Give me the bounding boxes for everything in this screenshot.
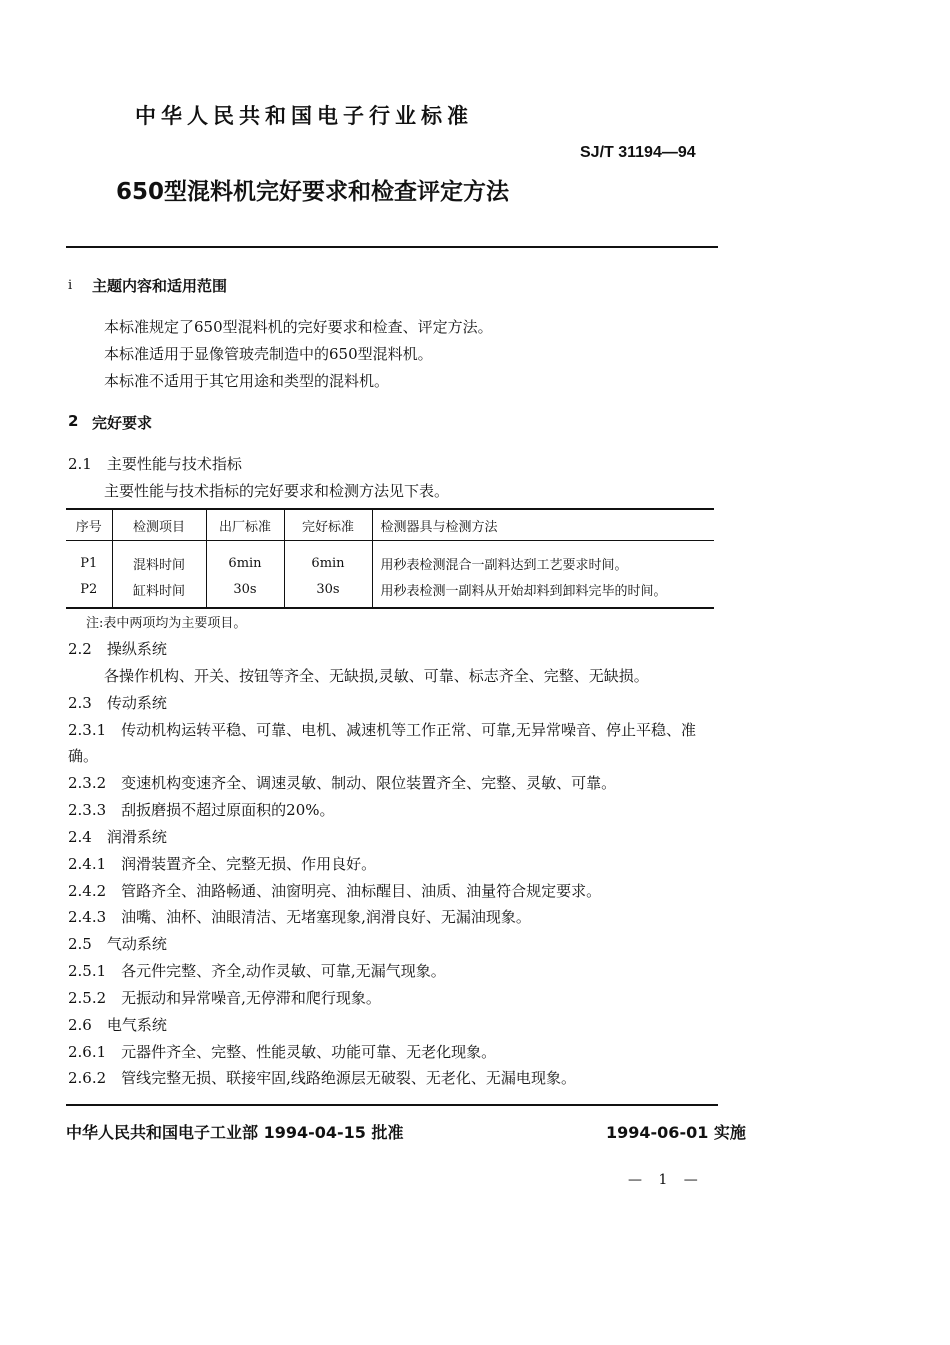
body-line: 2.6.2 管线完整无损、联接牢固,线路绝源层无破裂、无老化、无漏电现象。	[68, 1069, 576, 1087]
subsection-heading: 2.4 润滑系统	[68, 828, 167, 846]
table-note: 注:表中两项均为主要项目。	[86, 616, 247, 631]
body-line: 2.5.1 各元件完整、齐全,动作灵敏、可靠,无漏气现象。	[68, 962, 446, 980]
header-rule	[66, 246, 718, 248]
subsection-heading: 2.3 传动系统	[68, 694, 167, 712]
document-title: 650型混料机完好要求和检查评定方法	[116, 179, 510, 205]
section1-paragraph: 本标准规定了650型混料机的完好要求和检查、评定方法。	[104, 318, 493, 336]
table-cell: P2	[66, 576, 112, 608]
footer-rule	[66, 1104, 718, 1106]
column-header: 出厂标准	[206, 509, 284, 541]
table-cell: 用秒表检测混合一副料达到工艺要求时间。	[372, 541, 714, 577]
body-line: 各操作机构、开关、按钮等齐全、无缺损,灵敏、可靠、标志齐全、完整、无缺损。	[104, 667, 649, 685]
table-cell: P1	[80, 555, 98, 571]
column-header: 完好标准	[284, 509, 372, 541]
subsection-heading: 2.2 操纵系统	[68, 640, 167, 658]
table-cell: 混料时间	[112, 541, 206, 577]
table-cell: 30s	[206, 576, 284, 608]
column-header: 检测器具与检测方法	[372, 509, 714, 541]
subsection-heading: 2.1 主要性能与技术指标	[68, 455, 242, 473]
effective-date: 1994-06-01 实施	[606, 1123, 746, 1142]
section1-paragraph: 本标准不适用于其它用途和类型的混料机。	[104, 372, 390, 390]
body-line: 确。	[68, 747, 99, 765]
section2-title: 完好要求	[92, 414, 153, 432]
body-line: 2.4.2 管路齐全、油路畅通、油窗明亮、油标醒目、油质、油量符合规定要求。	[68, 882, 602, 900]
subsection-heading: 2.5 气动系统	[68, 935, 167, 953]
subsection-heading: 2.6 电气系统	[68, 1016, 167, 1034]
section2-number: 2	[68, 412, 79, 430]
standard-title: 中华人民共和国电子行业标准	[135, 104, 473, 128]
table-cell: 缸料时间	[112, 576, 206, 608]
table-row	[66, 576, 714, 608]
body-line: 2.3.2 变速机构变速齐全、调速灵敏、制动、限位装置齐全、完整、灵敏、可靠。	[68, 774, 617, 792]
table-intro: 主要性能与技术指标的完好要求和检测方法见下表。	[104, 482, 450, 500]
standard-code: SJ/T 31194—94	[580, 144, 696, 161]
table-header-row	[66, 509, 714, 541]
table-cell: 6min	[284, 541, 372, 577]
section1-marker: i	[68, 278, 73, 293]
section1-paragraph: 本标准适用于显像管玻壳制造中的650型混料机。	[104, 345, 433, 363]
body-line: 2.4.1 润滑装置齐全、完整无损、作用良好。	[68, 855, 377, 873]
body-line: 2.5.2 无振动和异常噪音,无停滞和爬行现象。	[68, 989, 381, 1007]
body-line: 2.3.3 刮扳磨损不超过原面积的20%。	[68, 801, 335, 819]
table-cell: 30s	[284, 576, 372, 608]
body-line: 2.3.1 传动机构运转平稳、可靠、电机、减速机等工作正常、可靠,无异常噪音、停止平稳、准	[68, 721, 696, 739]
approval-line: 中华人民共和国电子工业部 1994-04-15 批准	[66, 1123, 404, 1142]
page-number: — 1 —	[628, 1172, 704, 1188]
section1-title: 主题内容和适用范围	[92, 277, 228, 295]
table-cell: 用秒表检测一副料从开始却料到卸料完毕的时间。	[372, 576, 714, 608]
table-row	[66, 541, 714, 577]
body-line: 2.4.3 油嘴、油杯、油眼清洁、无堵塞现象,润滑良好、无漏油现象。	[68, 908, 531, 926]
body-line: 2.6.1 元器件齐全、完整、性能灵敏、功能可靠、无老化现象。	[68, 1043, 497, 1061]
column-header: 序号	[66, 509, 112, 541]
table-cell: 6min	[206, 541, 284, 577]
spec-table	[66, 508, 714, 609]
column-header: 检测项目	[112, 509, 206, 541]
